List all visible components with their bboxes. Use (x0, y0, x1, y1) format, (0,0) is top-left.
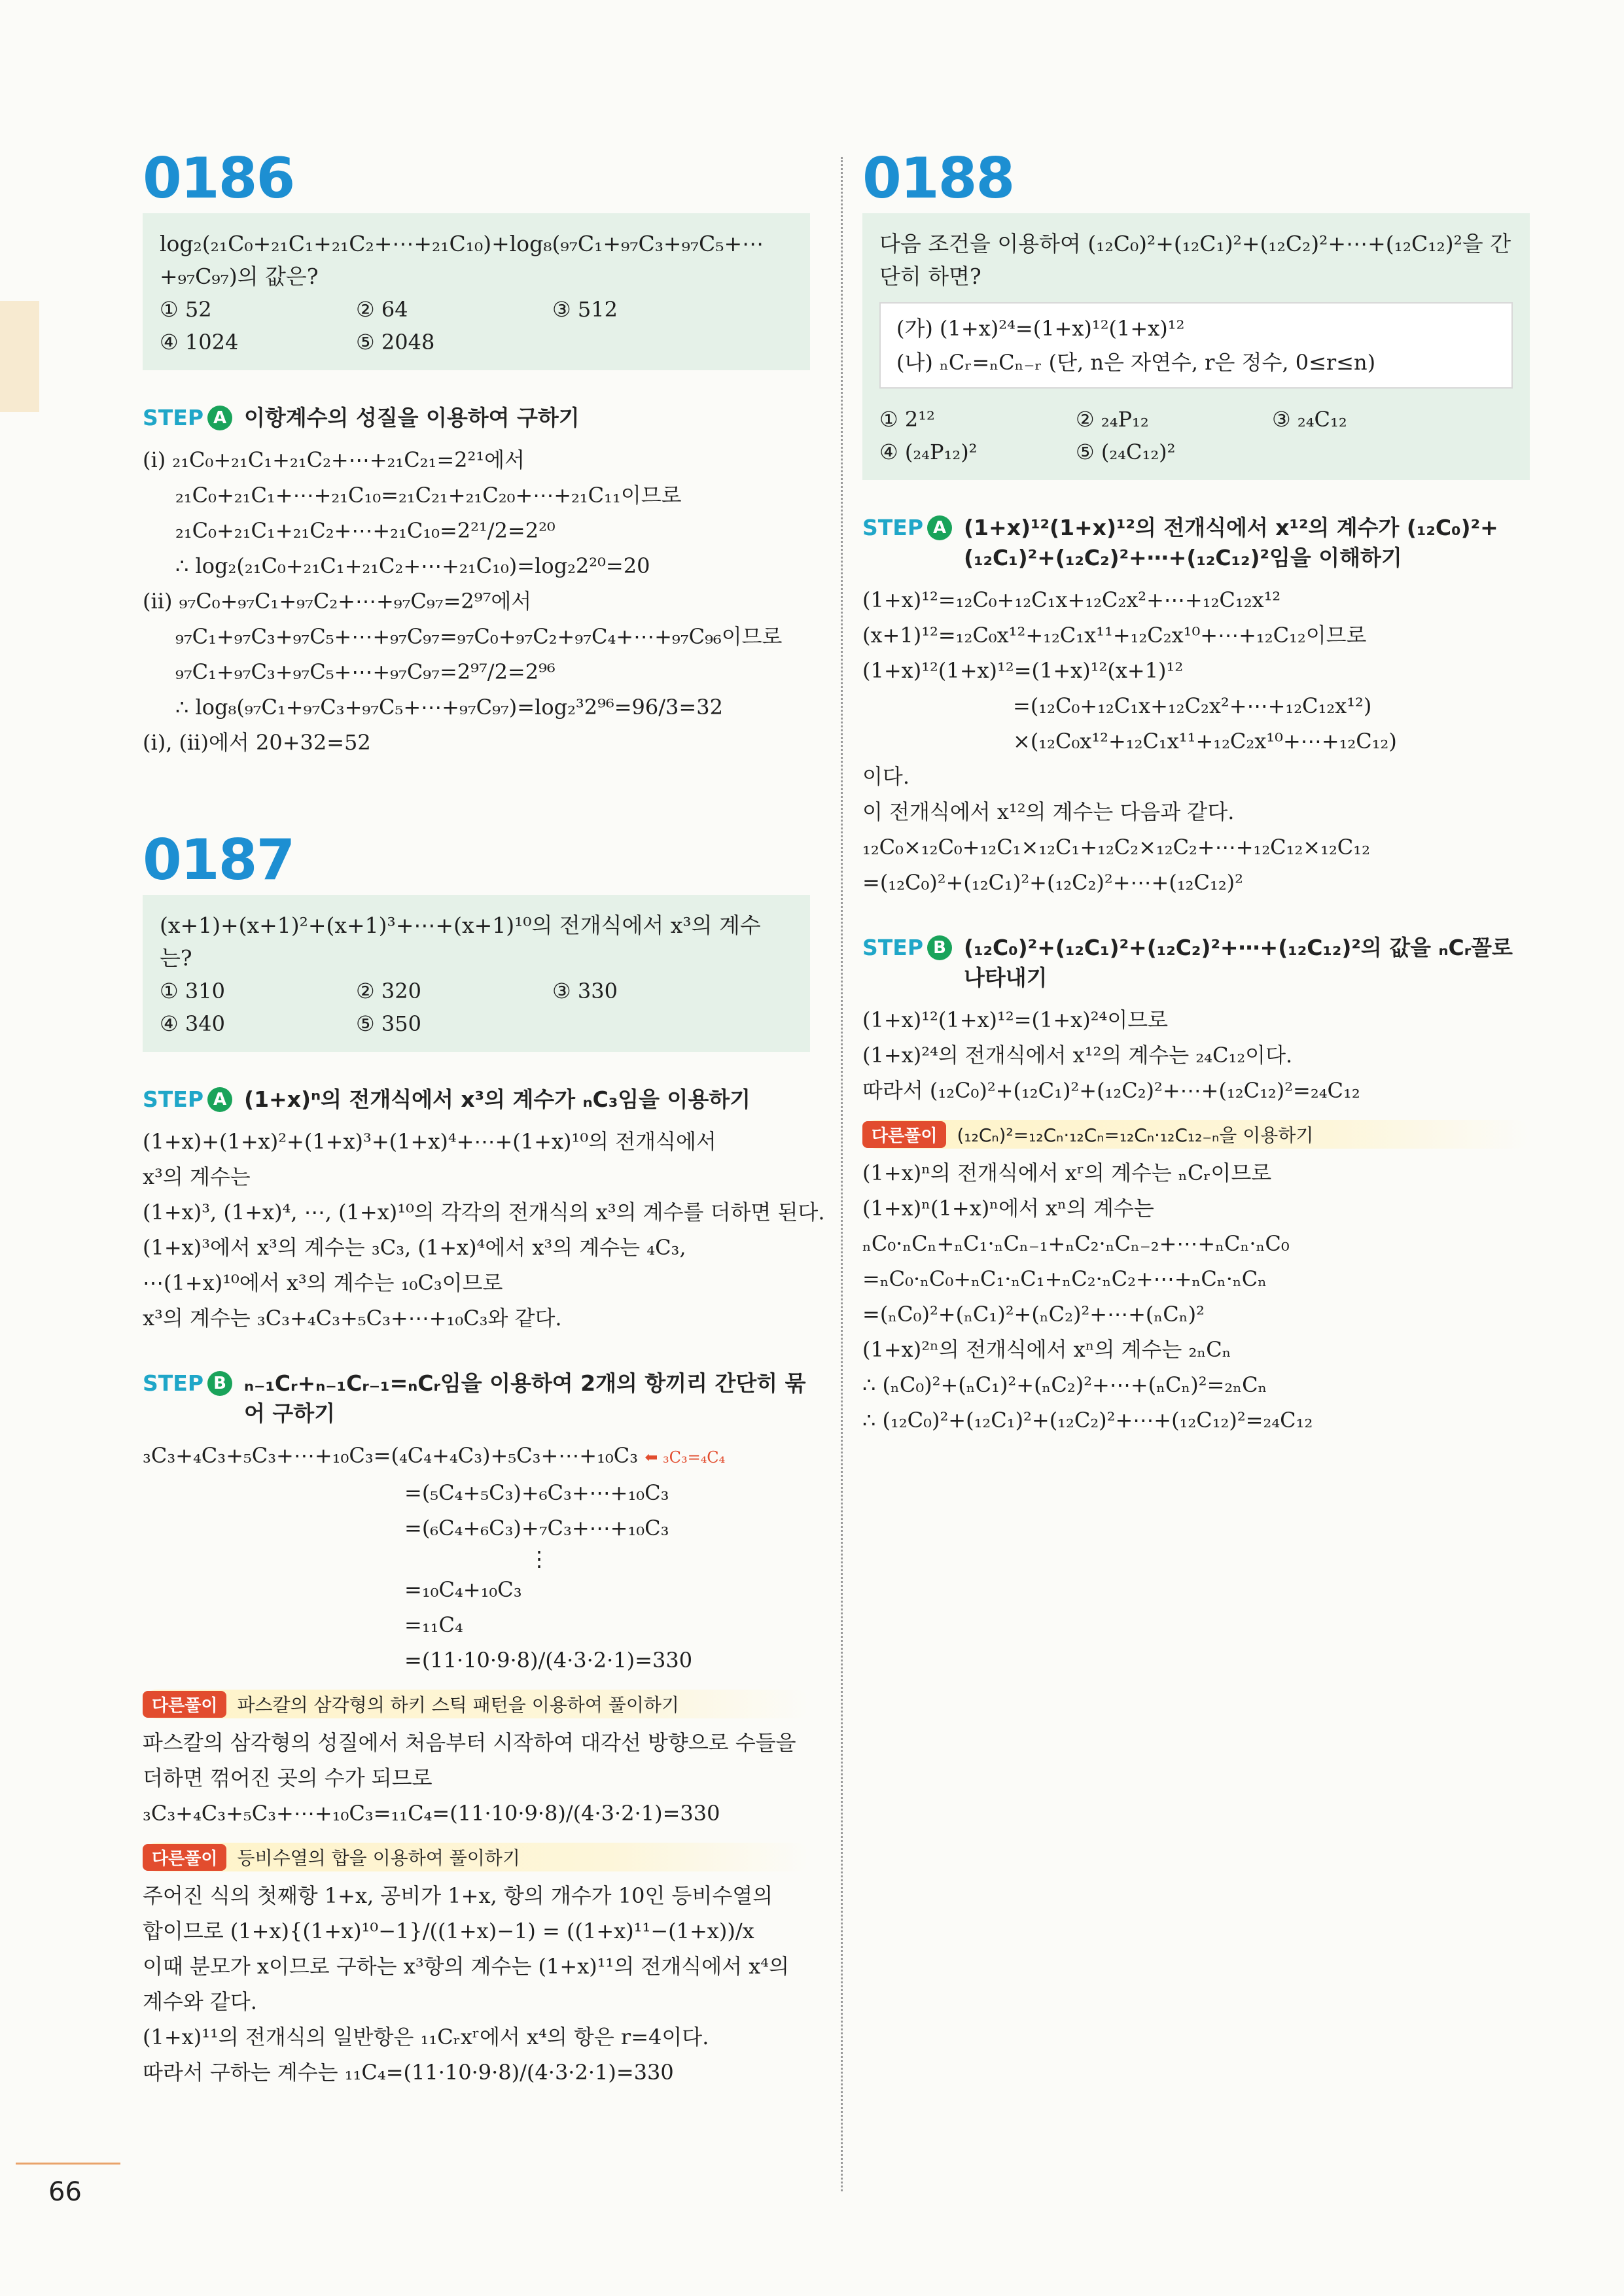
solution-line: =(₁₂C₀+₁₂C₁x+₁₂C₂x²+⋯+₁₂C₁₂x¹²) (1013, 693, 1372, 718)
choice-list (879, 403, 1513, 468)
solution-line: 이다. (862, 764, 909, 789)
step-tag (143, 1085, 232, 1115)
solution-line: ₂₁C₀+₂₁C₁+₂₁C₂+⋯+₂₁C₁₀=2²¹/2=2²⁰ (175, 518, 556, 543)
solution-line: (1+x)³에서 x³의 계수는 ₃C₃, (1+x)⁴에서 x³의 계수는 ₄C₃, (143, 1235, 686, 1260)
solution-line: =ₙC₀·ₙC₀+ₙC₁·ₙC₁+ₙC₂·ₙC₂+⋯+ₙCₙ·ₙCₙ (862, 1266, 1267, 1291)
solution-line: ×(₁₂C₀x¹²+₁₂C₁x¹¹+₁₂C₂x¹⁰+⋯+₁₂C₁₂) (1013, 729, 1397, 754)
step-tag (862, 933, 952, 963)
problem-box-0186 (143, 213, 810, 370)
solution-line: (1+x)¹²=₁₂C₀+₁₂C₁x+₁₂C₂x²+⋯+₁₂C₁₂x¹² (862, 587, 1281, 612)
problem-box-0187 (143, 895, 810, 1052)
step-title: 이항계수의 성질을 이용하여 구하기 (244, 405, 580, 430)
step-label: STEP (143, 1370, 204, 1396)
column-divider (841, 157, 843, 2191)
choice: ① 310 (160, 979, 225, 1003)
step-label: STEP (862, 935, 924, 960)
choice: ② ₂₄P₁₂ (1076, 407, 1149, 432)
side-note: ⬅ ₃C₃=₄C₄ (644, 1448, 726, 1467)
choice: ④ 1024 (160, 330, 239, 355)
step-title: (1+x)¹²(1+x)¹²의 전개식에서 x¹²의 계수가 (₁₂C₀)²+(₁₂C₁)²+(₁₂C₂)²+⋯+(₁₂C₁₂)²임을 이해하기 (964, 515, 1498, 570)
solution-line: 이 전개식에서 x¹²의 계수는 다음과 같다. (862, 799, 1235, 824)
step-letter-badge: B (927, 935, 952, 960)
problem-text: (x+1)+(x+1)²+(x+1)³+⋯+(x+1)¹⁰의 전개식에서 x³의 계수는? (160, 913, 761, 971)
step-heading (862, 513, 1530, 573)
alternate-badge: 다른풀이 (143, 1844, 226, 1871)
solution-line: (1+x)¹¹의 전개식의 일반항은 ₁₁Cᵣxʳ에서 x⁴의 항은 r=4이다. (143, 2025, 709, 2049)
step-heading (143, 1085, 810, 1115)
alternate-solution-header (862, 1120, 1530, 1149)
step-label: STEP (862, 515, 924, 540)
solution-line: (1+x)ⁿ(1+x)ⁿ에서 xⁿ의 계수는 (862, 1196, 1154, 1221)
choice: ① 2¹² (879, 407, 935, 432)
solution-line: =(₆C₄+₆C₃)+₇C₃+⋯+₁₀C₃ (404, 1516, 669, 1540)
solution-line: ₃C₃+₄C₃+₅C₃+⋯+₁₀C₃=₁₁C₄=(11·10·9·8)/(4·3·2·1)=330 (143, 1801, 720, 1826)
solution-line: 주어진 식의 첫째항 1+x, 공비가 1+x, 항의 개수가 10인 등비수열의 (143, 1883, 773, 1908)
right-column (862, 146, 1530, 1438)
solution-line: 계수와 같다. (143, 1989, 257, 2014)
choice: ② 320 (356, 979, 421, 1003)
choice: ③ 512 (552, 297, 618, 322)
solution-line: 따라서 구하는 계수는 ₁₁C₄=(11·10·9·8)/(4·3·2·1)=330 (143, 2060, 674, 2085)
step-heading (862, 933, 1530, 993)
alternate-solution-header (143, 1690, 810, 1718)
solution-line: =(ₙC₀)²+(ₙC₁)²+(ₙC₂)²+⋯+(ₙCₙ)² (862, 1302, 1205, 1327)
solution-line: (1+x)²⁴의 전개식에서 x¹²의 계수는 ₂₄C₁₂이다. (862, 1043, 1293, 1068)
equation: ₃C₃+₄C₃+₅C₃+⋯+₁₀C₃=(₄C₄+₄C₃)+₅C₃+⋯+₁₀C₃ (143, 1443, 639, 1468)
solution-line: ∴ log₂(₂₁C₀+₂₁C₁+₂₁C₂+⋯+₂₁C₁₀)=log₂2²⁰=20 (175, 553, 650, 578)
solution-line: (x+1)¹²=₁₂C₀x¹²+₁₂C₁x¹¹+₁₂C₂x¹⁰+⋯+₁₂C₁₂이므로 (862, 623, 1367, 648)
choice: ⑤ 2048 (356, 330, 435, 355)
problem-number-0187: 0187 (143, 827, 294, 893)
solution-line: x³의 계수는 (143, 1164, 251, 1189)
solution-line: 더하면 꺾어진 곳의 수가 되므로 (143, 1765, 432, 1790)
solution-line: ₙC₀·ₙCₙ+ₙC₁·ₙCₙ₋₁+ₙC₂·ₙCₙ₋₂+⋯+ₙCₙ·ₙC₀ (862, 1231, 1290, 1256)
step-tag (143, 403, 232, 433)
condition-item: (나) ₙCᵣ=ₙCₙ₋ᵣ (단, n은 자연수, r은 정수, 0≤r≤n) (896, 350, 1376, 375)
solution-line: =(11·10·9·8)/(4·3·2·1)=330 (404, 1648, 693, 1673)
solution-line: (ⅰ), (ⅱ)에서 20+32=52 (143, 730, 371, 755)
solution-line: =(₁₂C₀)²+(₁₂C₁)²+(₁₂C₂)²+⋯+(₁₂C₁₂)² (862, 870, 1243, 895)
solution-line: ∴ (ₙC₀)²+(ₙC₁)²+(ₙC₂)²+⋯+(ₙCₙ)²=₂ₙCₙ (862, 1372, 1267, 1397)
choice: ⑤ 350 (356, 1011, 421, 1036)
alternate-solution-header (143, 1843, 810, 1871)
solution-line: ₉₇C₁+₉₇C₃+₉₇C₅+⋯+₉₇C₉₇=₉₇C₀+₉₇C₂+₉₇C₄+⋯+₉₇C₉₆이므로 (175, 624, 783, 649)
step-title: (₁₂C₀)²+(₁₂C₁)²+(₁₂C₂)²+⋯+(₁₂C₁₂)²의 값을 ₙCᵣ꼴로 나타내기 (964, 935, 1513, 990)
solution-line: 파스칼의 삼각형의 성질에서 처음부터 시작하여 대각선 방향으로 수들을 (143, 1730, 796, 1755)
solution-line (143, 1438, 810, 1475)
alternate-title: (₁₂Cₙ)²=₁₂Cₙ·₁₂Cₙ=₁₂Cₙ·₁₂C₁₂₋ₙ을 이용하기 (957, 1124, 1314, 1146)
step-title: (1+x)ⁿ의 전개식에서 x³의 계수가 ₙC₃임을 이용하기 (244, 1087, 751, 1112)
solution-line: x³의 계수는 ₃C₃+₄C₃+₅C₃+⋯+₁₀C₃와 같다. (143, 1306, 562, 1331)
solution-line: ₂₁C₀+₂₁C₁+⋯+₂₁C₁₀=₂₁C₂₁+₂₁C₂₀+⋯+₂₁C₁₁이므로 (175, 483, 682, 508)
solution-line: ∴ log₈(₉₇C₁+₉₇C₃+₉₇C₅+⋯+₉₇C₉₇)=log₂³2⁹⁶=96/3=32 (175, 695, 723, 720)
choice: ③ 330 (552, 979, 618, 1003)
solution-line: (ⅱ) ₉₇C₀+₉₇C₁+₉₇C₂+⋯+₉₇C₉₇=2⁹⁷에서 (143, 589, 532, 614)
solution-line: (1+x)¹²(1+x)¹²=(1+x)²⁴이므로 (862, 1007, 1169, 1032)
solution-line: (1+x)²ⁿ의 전개식에서 xⁿ의 계수는 ₂ₙCₙ (862, 1337, 1231, 1362)
solution-line: =₁₁C₄ (404, 1612, 463, 1637)
solution-line: 따라서 (₁₂C₀)²+(₁₂C₁)²+(₁₂C₂)²+⋯+(₁₂C₁₂)²=₂₄C₁₂ (862, 1078, 1360, 1103)
choice: ④ 340 (160, 1011, 225, 1036)
choice-list (160, 293, 793, 358)
solution-line: =(₅C₄+₅C₃)+₆C₃+⋯+₁₀C₃ (404, 1480, 669, 1505)
step-title: ₙ₋₁Cᵣ+ₙ₋₁Cᵣ₋₁=ₙCᵣ임을 이용하여 2개의 항끼리 간단히 묶어 구하기 (244, 1370, 806, 1426)
step-label: STEP (143, 405, 204, 430)
alternate-badge: 다른풀이 (143, 1691, 226, 1718)
solution-line: 이때 분모가 x이므로 구하는 x³항의 계수는 (1+x)¹¹의 전개식에서 x⁴의 (143, 1954, 789, 1979)
alternate-title: 파스칼의 삼각형의 하키 스틱 패턴을 이용하여 풀이하기 (237, 1694, 679, 1716)
problem-text: 다음 조건을 이용하여 (₁₂C₀)²+(₁₂C₁)²+(₁₂C₂)²+⋯+(₁₂C₁₂)²을 간단히 하면? (879, 231, 1511, 289)
alternate-badge: 다른풀이 (862, 1121, 946, 1148)
solution-line: =₁₀C₄+₁₀C₃ (404, 1577, 522, 1602)
vertical-ellipsis: ⋮ (529, 1546, 550, 1571)
step-label: STEP (143, 1087, 204, 1112)
left-column (143, 146, 825, 2090)
step-letter-badge: A (207, 406, 232, 430)
solution-line: (1+x)ⁿ의 전개식에서 xʳ의 계수는 ₙCᵣ이므로 (862, 1160, 1272, 1185)
step-letter-badge: B (207, 1371, 232, 1396)
solution-line: (1+x)¹²(1+x)¹²=(1+x)¹²(x+1)¹² (862, 658, 1184, 683)
page-number-rule (16, 2163, 120, 2165)
solution-line: (1+x)³, (1+x)⁴, ⋯, (1+x)¹⁰의 각각의 전개식의 x³의 계수를 더하면 된다. (143, 1200, 825, 1225)
solution-line: ⋯(1+x)¹⁰에서 x³의 계수는 ₁₀C₃이므로 (143, 1270, 503, 1295)
page-number: 66 (48, 2177, 82, 2207)
choice: ① 52 (160, 297, 212, 322)
solution-line: (ⅰ) ₂₁C₀+₂₁C₁+₂₁C₂+⋯+₂₁C₂₁=2²¹에서 (143, 447, 525, 472)
solution-line: (1+x)+(1+x)²+(1+x)³+(1+x)⁴+⋯+(1+x)¹⁰의 전개식에서 (143, 1129, 716, 1154)
solution-line: ∴ (₁₂C₀)²+(₁₂C₁)²+(₁₂C₂)²+⋯+(₁₂C₁₂)²=₂₄C₁₂ (862, 1408, 1313, 1433)
step-heading (143, 1368, 810, 1429)
choice: ⑤ (₂₄C₁₂)² (1076, 440, 1176, 464)
step-letter-badge: A (207, 1087, 232, 1112)
alternate-title: 등비수열의 합을 이용하여 풀이하기 (237, 1847, 520, 1869)
step-tag (143, 1368, 232, 1399)
side-tab (0, 301, 39, 412)
step-heading (143, 403, 810, 433)
problem-number-0186: 0186 (143, 146, 294, 211)
step-letter-badge: A (927, 515, 952, 540)
solution-line: ₉₇C₁+₉₇C₃+₉₇C₅+⋯+₉₇C₉₇=2⁹⁷/2=2⁹⁶ (175, 659, 556, 684)
condition-box (879, 302, 1513, 389)
problem-box-0188 (862, 213, 1530, 480)
choice-list (160, 975, 793, 1040)
choice: ④ (₂₄P₁₂)² (879, 440, 978, 464)
solution-line: 합이므로 (1+x){(1+x)¹⁰−1}/((1+x)−1) = ((1+x)¹¹−(1+x))/x (143, 1919, 754, 1943)
problem-number-0188: 0188 (862, 146, 1014, 211)
choice: ② 64 (356, 297, 408, 322)
problem-text: log₂(₂₁C₀+₂₁C₁+₂₁C₂+⋯+₂₁C₁₀)+log₈(₉₇C₁+₉₇C₃+₉₇C₅+⋯+₉₇C₉₇)의 값은? (160, 231, 764, 289)
condition-item: (가) (1+x)²⁴=(1+x)¹²(1+x)¹² (896, 316, 1185, 341)
solution-line: ₁₂C₀×₁₂C₀+₁₂C₁×₁₂C₁+₁₂C₂×₁₂C₂+⋯+₁₂C₁₂×₁₂C₁₂ (862, 835, 1370, 860)
step-tag (862, 513, 952, 543)
choice: ③ ₂₄C₁₂ (1272, 407, 1347, 432)
